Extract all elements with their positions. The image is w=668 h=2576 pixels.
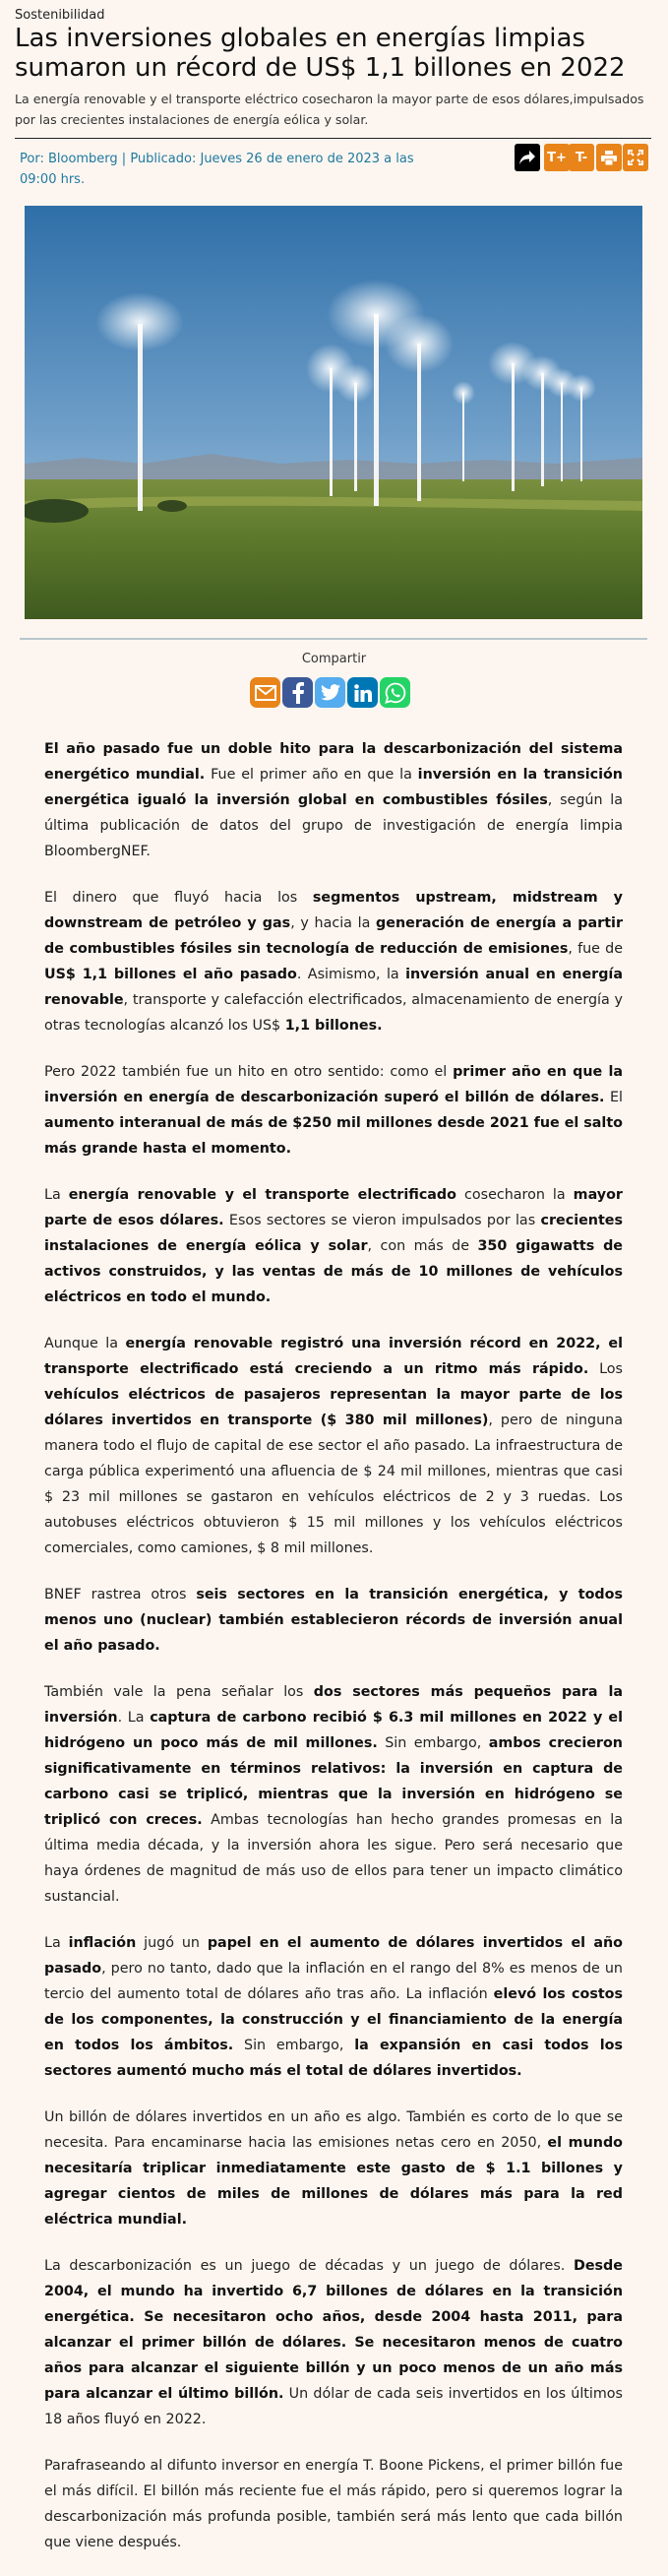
bold-text: el mundo necesitaría triplicar inmediatamente este gasto de $ 1.1 billones y agregar cientos de miles de millones de dólares más para la red eléctrica mundial. bbox=[44, 2135, 623, 2228]
body-text: Fue el primer año en que la bbox=[205, 767, 418, 783]
body-text: , y hacia la bbox=[290, 915, 377, 931]
body-text: . La bbox=[117, 1710, 151, 1726]
article-paragraph bbox=[44, 736, 623, 864]
bold-text: primer año en que la inversión en energía de descarbonización superó el billón de dólares. bbox=[44, 1064, 623, 1105]
body-text: , según la última publicación de datos del grupo de investigación de energía limpia BloombergNEF. bbox=[44, 792, 624, 859]
bold-text: generación de energía a partir de combustibles fósiles sin tecnología de reducción de emisiones bbox=[44, 915, 623, 957]
body-text: , fue de bbox=[568, 941, 623, 957]
share-facebook-button[interactable] bbox=[282, 677, 313, 708]
share-arrow-icon bbox=[519, 151, 535, 164]
email-icon bbox=[255, 685, 276, 701]
body-text: El bbox=[604, 1090, 623, 1105]
body-text: Un billón de dólares invertidos en un año es algo. También es corto de lo que se necesita. Para encaminarse hacia las emisiones netas cero en 2050, bbox=[44, 2109, 623, 2151]
divider bbox=[15, 138, 651, 139]
bold-text: dos sectores más pequeños para la inversión bbox=[44, 1684, 623, 1726]
article-paragraph bbox=[44, 885, 623, 1038]
bold-text: ambos crecieron significativamente en términos relativos: la inversión en captura de carbono casi se triplicó, mientras que la inversión en hidrógeno se triplicó con creces. bbox=[44, 1735, 623, 1828]
body-text: , pero de ninguna manera todo el flujo de capital de ese sector el año pasado. La infraestructura de carga pública experimentó una afluencia de $ 24 mil millones, mientras que casi $ 23 mil millones se gastaron en vehículos eléctricos de 2 y 3 ruedas. Los autobuses eléctricos obtuvieron $ 15 mil millones y los vehículos eléctricos comerciales, como camiones, $ 8 mil millones. bbox=[44, 1413, 623, 1556]
bold-text: segmentos upstream, midstream y downstream de petróleo y gas bbox=[44, 890, 623, 931]
bold-text: crecientes instalaciones de energía eólica y solar bbox=[44, 1213, 624, 1254]
fullscreen-icon bbox=[628, 150, 643, 165]
bold-text: seis sectores en la transición energética, y todos menos uno (nuclear) también establecieron récords de inversión anual el año pasado. bbox=[44, 1587, 624, 1654]
body-text: Sin embargo, bbox=[233, 2038, 355, 2053]
section-label[interactable]: Sostenibilidad bbox=[15, 8, 105, 23]
bold-text: elevó los costos de los componentes, la construcción y el financiamiento de la energía en todos los ámbitos. bbox=[44, 1986, 623, 2053]
article-paragraph bbox=[44, 2105, 623, 2232]
headline: Las inversiones globales en energías limpias sumaron un récord de US$ 1,1 billones en 2022 bbox=[15, 24, 626, 83]
divider bbox=[20, 638, 647, 640]
article-paragraph bbox=[44, 1582, 623, 1659]
body-text: Los bbox=[588, 1361, 623, 1377]
body-text: Pero 2022 también fue un hito en otro sentido: como el bbox=[44, 1064, 454, 1080]
share-linkedin-button[interactable] bbox=[347, 677, 378, 708]
font-increase-button[interactable]: T+ bbox=[544, 144, 570, 171]
bold-text: inversión en la transición energética igualó la inversión global en combustibles fósiles bbox=[44, 767, 623, 808]
bold-text: 1,1 billones. bbox=[284, 1018, 383, 1034]
bold-text: vehículos eléctricos de pasajeros representan la mayor parte de los dólares invertidos en transporte ($ 380 mil millones) bbox=[44, 1387, 623, 1428]
body-text: La bbox=[44, 1935, 69, 1951]
print-icon bbox=[601, 151, 617, 165]
font-decrease-button[interactable]: T- bbox=[569, 144, 594, 171]
body-text: Esos sectores se vieron impulsados por las bbox=[223, 1213, 541, 1228]
body-text: Aunque la bbox=[44, 1336, 126, 1351]
bold-text: papel en el aumento de dólares invertidos el año pasado bbox=[44, 1935, 623, 1977]
share-label: Compartir bbox=[301, 652, 367, 666]
article-paragraph bbox=[44, 1182, 623, 1310]
body-text: La bbox=[44, 1187, 69, 1203]
body-text: Parafraseando al difunto inversor en energía T. Boone Pickens, el primer billón fue el más difícil. El billón más reciente fue el más rápido, pero si queremos lograr la descarbonización más profunda posible, también será más lento que cada billón que viene después. bbox=[44, 2458, 623, 2550]
share-whatsapp-button[interactable] bbox=[380, 677, 410, 708]
share-button[interactable] bbox=[515, 144, 540, 171]
article-paragraph bbox=[44, 1059, 623, 1162]
body-text: , transporte y calefacción electrificados, almacenamiento de energía y otras tecnologías alcanzó los US$ bbox=[44, 992, 623, 1034]
facebook-icon bbox=[291, 682, 305, 704]
body-text: . Asimismo, la bbox=[296, 967, 406, 982]
body-text: BNEF rastrea otros bbox=[44, 1587, 197, 1602]
share-email-button[interactable] bbox=[250, 677, 280, 708]
article-paragraph bbox=[44, 1331, 623, 1561]
article-paragraph bbox=[44, 2253, 623, 2432]
twitter-icon bbox=[321, 684, 340, 701]
article-photo-wind-turbines bbox=[25, 206, 642, 619]
bold-text: inflación bbox=[68, 1935, 137, 1951]
article-paragraph bbox=[44, 1679, 623, 1910]
body-text: Sin embargo, bbox=[377, 1735, 489, 1751]
body-text: , pero no tanto, dado que la inflación en el rango del 8% es menos de un tercio del aumento total de dólares año tras año. La inflación bbox=[44, 1961, 623, 2002]
bold-text: mayor parte de esos dólares. bbox=[44, 1187, 623, 1228]
byline: Por: Bloomberg | Publicado: Jueves 26 de enero de 2023 a las 09:00 hrs. bbox=[20, 152, 414, 187]
bold-text: Desde 2004, el mundo ha invertido 6,7 billones de dólares en la transición energética. Se necesitaron ocho años, desde 2004 hasta 2011, para alcanzar el primer billón de dólares. Se necesitaron menos de cuatro años para alcanzar el siguiente billón y un poco menos de un año más para alcanzar el último billón. bbox=[44, 2258, 623, 2402]
body-text: El dinero que fluyó hacia los bbox=[44, 890, 313, 906]
bold-text: El año pasado fue un doble hito para la descarbonización del sistema energético mundial. bbox=[44, 741, 623, 783]
body-text: jugó un bbox=[136, 1935, 208, 1951]
body-text: , con más de bbox=[367, 1238, 478, 1254]
bold-text: energía renovable y el transporte electrificado bbox=[68, 1187, 456, 1203]
print-button[interactable] bbox=[596, 144, 622, 171]
bold-text: inversión anual en energía renovable bbox=[44, 967, 623, 1008]
share-twitter-button[interactable] bbox=[315, 677, 345, 708]
body-text: Un dólar de cada seis invertidos en los últimos 18 años fluyó en 2022. bbox=[44, 2386, 623, 2427]
bold-text: captura de carbono recibió $ 6.3 mil millones en 2022 y el hidrógeno un poco más de mil millones. bbox=[44, 1710, 623, 1751]
fullscreen-button[interactable] bbox=[623, 144, 648, 171]
body-text: También vale la pena señalar los bbox=[44, 1684, 314, 1700]
bold-text: aumento interanual de más de $250 mil millones desde 2021 fue el salto más grande hasta el momento. bbox=[44, 1115, 623, 1157]
bold-text: 350 gigawatts de activos construidos, y las ventas de más de 10 millones de vehículos eléctricos en todo el mundo. bbox=[44, 1238, 624, 1305]
linkedin-icon bbox=[354, 684, 372, 702]
whatsapp-icon bbox=[385, 682, 406, 704]
subheadline: La energía renovable y el transporte eléctrico cosecharon la mayor parte de esos dólares,impulsados por las crecientes instalaciones de energía eólica y solar. bbox=[15, 92, 644, 127]
article-body bbox=[44, 736, 623, 2576]
article-paragraph bbox=[44, 2453, 623, 2555]
body-text: Ambas tecnologías han hecho grandes promesas en la última media década, y la inversión ahora les sigue. Pero será necesario que haya órdenes de magnitud de más uso de ellos para tener un impacto climático sustancial. bbox=[44, 1812, 623, 1905]
bold-text: la expansión en casi todos los sectores aumentó mucho más el total de dólares invertidos. bbox=[44, 2038, 623, 2079]
bold-text: energía renovable registró una inversión récord en 2022, el transporte electrificado está creciendo a un ritmo más rápido. bbox=[44, 1336, 623, 1377]
bold-text: US$ 1,1 billones el año pasado bbox=[44, 967, 297, 982]
article-paragraph bbox=[44, 1930, 623, 2084]
body-text: La descarbonización es un juego de décadas y un juego de dólares. bbox=[44, 2258, 574, 2274]
body-text: cosecharon la bbox=[456, 1187, 574, 1203]
